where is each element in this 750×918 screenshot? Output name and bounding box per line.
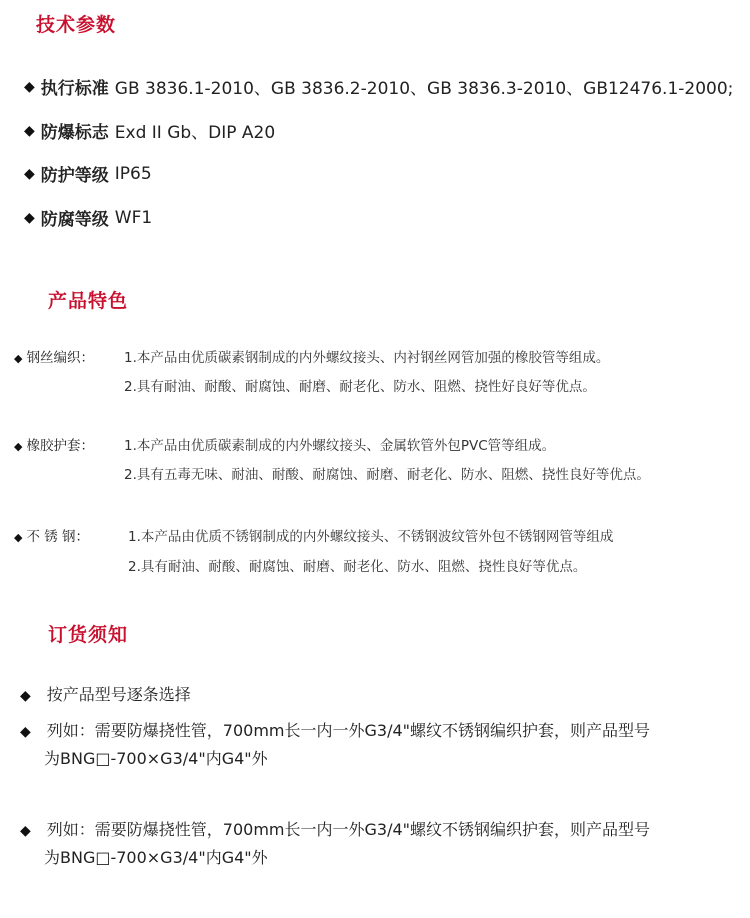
feature-line: 1.本产品由优质碳素钢制成的内外螺纹接头、内衬钢丝网管加强的橡胶管等组成。 [124,350,610,366]
diamond-bullet-icon: ◆ [20,724,31,740]
feature-line: 2.具有耐油、耐酸、耐腐蚀、耐磨、耐老化、防水、阻燃、挠性良好等优点。 [128,559,587,575]
order-item: ◆ 列如：需要防爆挠性管，700mm长一内一外G3/4"螺纹不锈钢编织护套，则产品型号 [20,820,651,839]
order-item-continuation: 为BNG□-700×G3/4"内G4"外 [44,749,268,768]
diamond-bullet-icon: ◆ [14,352,23,365]
diamond-bullet-icon: ◆ [14,531,23,544]
feature-line: 1.本产品由优质碳素制成的内外螺纹接头、金属软管外包PVC管等组成。 [124,438,556,454]
order-item: ◆ 列如：需要防爆挠性管，700mm长一内一外G3/4"螺纹不锈钢编织护套，则产品型号 [20,721,651,740]
feature-line: 1.本产品由优质不锈钢制成的内外螺纹接头、不锈钢波纹管外包不锈钢网管等组成 [128,529,614,545]
specs-title: 技术参数 [36,14,117,36]
order-item: ◆ 按产品型号逐条选择 [20,685,191,704]
spec-value: IP65 [114,163,152,184]
diamond-bullet-icon: ◆ [24,122,35,139]
spec-value: GB 3836.1-2010、GB 3836.2-2010、GB 3836.3-2010、GB12476.1-2000; [114,79,734,99]
feature-label-stainless-steel: ◆ 不 锈 钢： [14,529,90,545]
order-item-continuation: 为BNG□-700×G3/4"内G4"外 [44,848,268,867]
spec-item-corrosion [24,205,152,230]
diamond-bullet-icon: ◆ [14,440,23,453]
spec-item-protection [24,161,152,186]
feature-label-steel-wire: ◆ 钢丝编织： [14,350,94,366]
spec-item-standard [24,74,733,99]
features-title: 产品特色 [48,290,129,312]
spec-label: 执行标准 [40,79,109,99]
diamond-bullet-icon: ◆ [20,823,31,839]
spec-label: 防护等级 [40,166,109,186]
feature-line: 2.具有耐油、耐酸、耐腐蚀、耐磨、耐老化、防水、阻燃、挠性好良好等优点。 [124,379,596,395]
spec-label: 防腐等级 [40,210,109,230]
feature-label-rubber-sheath: ◆ 橡胶护套： [14,438,94,454]
spec-label: 防爆标志 [40,123,109,143]
feature-line: 2.具有五毒无味、耐油、耐酸、耐腐蚀、耐磨、耐老化、防水、阻燃、挠性良好等优点。 [124,467,650,483]
diamond-bullet-icon: ◆ [24,209,35,226]
diamond-bullet-icon: ◆ [20,688,31,704]
spec-value: Exd II Gb、DIP A20 [114,123,276,143]
ordering-title: 订货须知 [48,624,129,646]
spec-item-explosion-mark [24,118,275,143]
spec-value: WF1 [114,207,153,228]
diamond-bullet-icon: ◆ [24,78,35,95]
diamond-bullet-icon: ◆ [24,165,35,182]
